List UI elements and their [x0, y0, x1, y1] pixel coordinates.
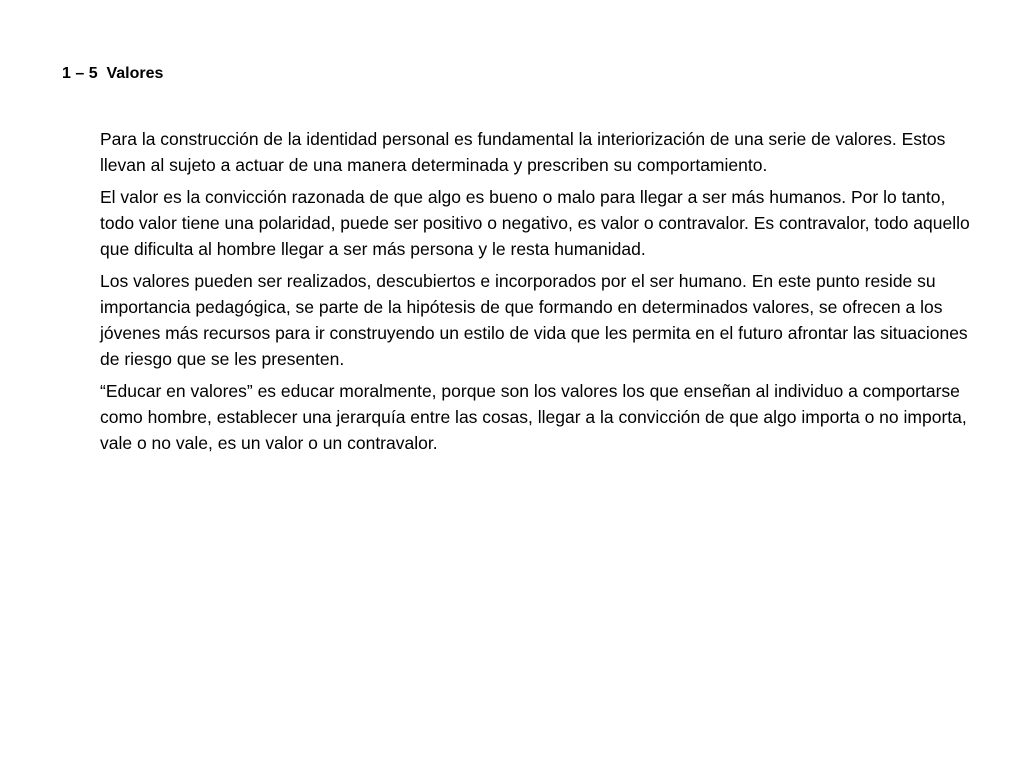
section-heading: 1 – 5 Valores — [62, 65, 164, 82]
paragraph-pedagogy: Los valores pueden ser realizados, descubiertos e incorporados por el ser humano. En este punto reside su importancia pedagógica, se parte de la hipótesis de que formando en determinados valores, se ofrecen a los jóvenes más recursos para ir construyendo un estilo de vida que les permita en el futuro afrontar las situaciones de riesgo que se les presenten. — [100, 271, 968, 369]
paragraph-identity: Para la construcción de la identidad personal es fundamental la interiorización de una serie de valores. Estos llevan al sujeto a actuar de una manera determinada y prescriben su comportamiento. — [100, 129, 946, 175]
body-text — [100, 126, 970, 462]
paragraph-educating-values: “Educar en valores” es educar moralmente, porque son los valores los que enseñan al individuo a comportarse como hombre, establecer una jerarquía entre las cosas, llegar a la convicción de que algo importa o no importa, vale o no vale, es un valor o un contravalor. — [100, 381, 967, 453]
paragraph-value-definition: El valor es la convicción razonada de que algo es bueno o malo para llegar a ser más humanos. Por lo tanto, todo valor tiene una polaridad, puede ser positivo o negativo, es valor o contravalor. Es contravalor, todo aquello que dificulta al hombre llegar a ser más persona y le resta humanidad. — [100, 187, 970, 259]
